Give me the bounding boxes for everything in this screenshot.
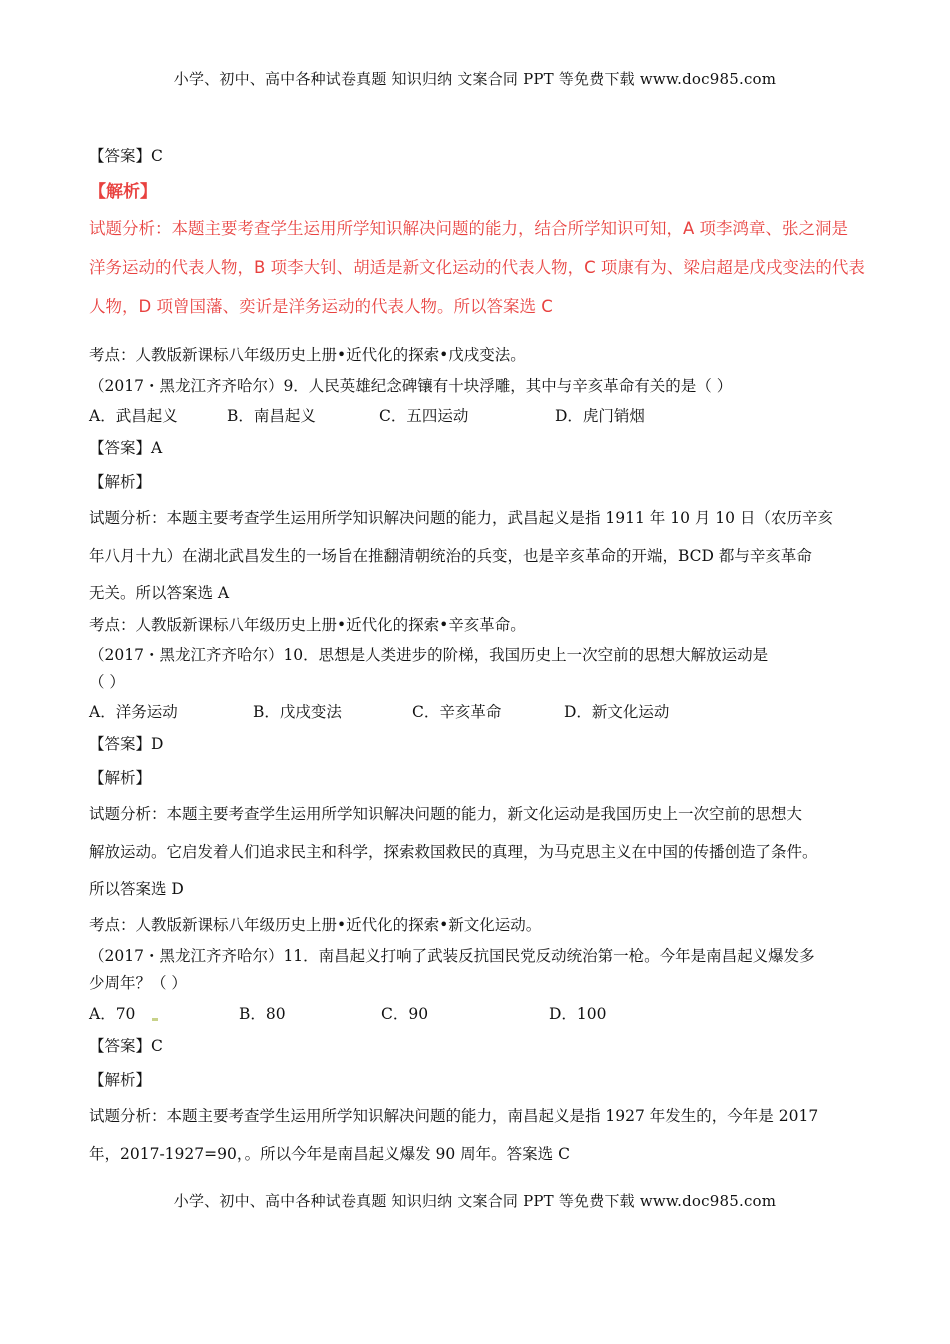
answer-line: 【答案】C (89, 1037, 163, 1055)
answer-line: 【答案】C (89, 147, 163, 165)
analysis-line: 所以答案选 D (89, 880, 184, 898)
analysis-label: 【解析】 (89, 182, 157, 202)
analysis-line: 试题分析：本题主要考查学生运用所学知识解决问题的能力，武昌起义是指 1911 年 10 月 10 日（农历辛亥 (89, 509, 833, 527)
analysis-label: 【解析】 (89, 473, 152, 491)
option-a: A．武昌起义 (89, 407, 178, 425)
option-d: D．虎门销烟 (555, 407, 645, 425)
page-header: 小学、初中、高中各种试卷真题 知识归纳 文案合同 PPT 等免费下载 www.doc985.com (173, 70, 777, 88)
option-d: D．新文化运动 (564, 703, 670, 721)
analysis-line: 无关。所以答案选 A (89, 584, 230, 602)
question-10-line: （ ） (89, 673, 125, 691)
analysis-label: 【解析】 (89, 1071, 152, 1089)
question-9: （2017・黑龙江齐齐哈尔）9．人民英雄纪念碑镶有十块浮雕，其中与辛亥革命有关的是（ ） (89, 377, 733, 395)
analysis-line: 人物，D 项曾国藩、奕䜣是洋务运动的代表人物。所以答案选 C (89, 297, 553, 316)
answer-line: 【答案】D (89, 735, 164, 753)
analysis-line: 洋务运动的代表人物，B 项李大钊、胡适是新文化运动的代表人物，C 项康有为、梁启超是戊戌变法的代表 (89, 258, 865, 277)
option-b: B．80 (239, 1005, 286, 1023)
kaodian-line: 考点：人教版新课标八年级历史上册•近代化的探索•戊戌变法。 (89, 346, 526, 364)
analysis-line: 解放运动。它启发着人们追求民主和科学，探索救国救民的真理，为马克思主义在中国的传播创造了条件。 (89, 843, 818, 861)
highlight-mark (152, 1018, 158, 1021)
option-c: C．90 (381, 1005, 429, 1023)
kaodian-line: 考点：人教版新课标八年级历史上册•近代化的探索•新文化运动。 (89, 916, 542, 934)
question-11-line: 少周年？（ ） (89, 974, 187, 992)
answer-line: 【答案】A (89, 439, 163, 457)
page-footer: 小学、初中、高中各种试卷真题 知识归纳 文案合同 PPT 等免费下载 www.doc985.com (173, 1192, 777, 1210)
question-11-line: （2017・黑龙江齐齐哈尔）11．南昌起义打响了武装反抗国民党反动统治第一枪。今年是南昌起义爆发多 (89, 947, 815, 965)
option-c: C．五四运动 (379, 407, 469, 425)
analysis-line: 年八月十九）在湖北武昌发生的一场旨在推翻清朝统治的兵变，也是辛亥革命的开端，BCD 都与辛亥革命 (89, 547, 812, 565)
option-a: A．70 (89, 1005, 136, 1023)
option-b: B．南昌起义 (227, 407, 316, 425)
analysis-line: 试题分析：本题主要考查学生运用所学知识解决问题的能力，南昌起义是指 1927 年发生的，今年是 2017 (89, 1107, 819, 1125)
kaodian-line: 考点：人教版新课标八年级历史上册•近代化的探索•辛亥革命。 (89, 616, 526, 634)
question-10-line: （2017・黑龙江齐齐哈尔）10．思想是人类进步的阶梯，我国历史上一次空前的思想大解放运动是 (89, 646, 769, 664)
analysis-line: 年，2017-1927=90，。所以今年是南昌起义爆发 90 周年。答案选 C (89, 1145, 570, 1163)
option-b: B．戊戌变法 (253, 703, 342, 721)
option-a: A．洋务运动 (89, 703, 178, 721)
option-d: D．100 (549, 1005, 607, 1023)
analysis-line: 试题分析：本题主要考查学生运用所学知识解决问题的能力，新文化运动是我国历史上一次空前的思想大 (89, 805, 803, 823)
analysis-line: 试题分析：本题主要考查学生运用所学知识解决问题的能力，结合所学知识可知，A 项李鸿章、张之洞是 (89, 219, 849, 238)
option-c: C．辛亥革命 (412, 703, 502, 721)
analysis-label: 【解析】 (89, 769, 152, 787)
